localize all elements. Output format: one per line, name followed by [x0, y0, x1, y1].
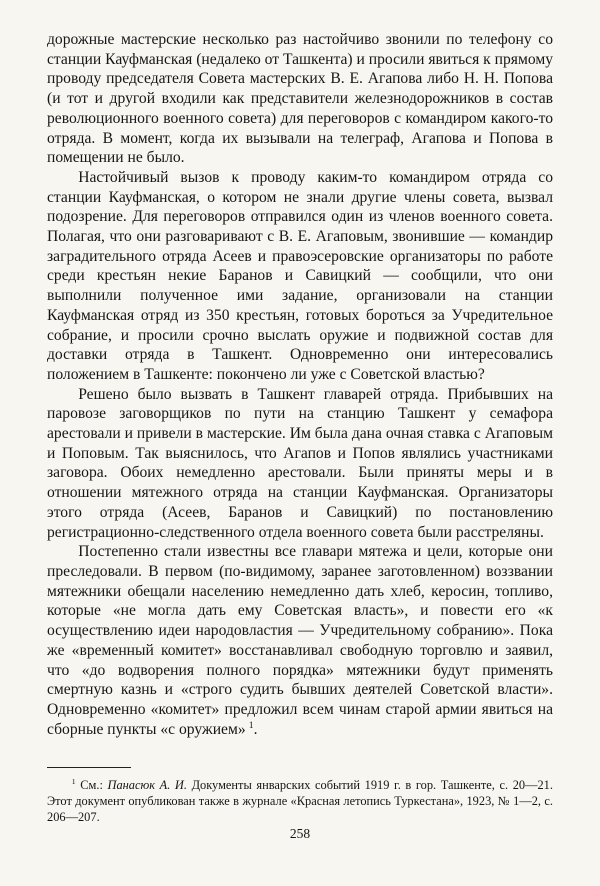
footnote-divider: [47, 767, 131, 768]
paragraph-3-text: Решено было вызвать в Ташкент главарей отряда. Прибывших на паровозе заговорщиков по пути на станцию Ташкент у семафора арестовали и привели в мастерские. Им была дана очная ставка с Агаповым и Поповым. Так выяснилось, что Агапов и Попов являлись участниками заговора. Обоих немедленно арестовали. Были приняты меры и в отношении мятежного отряда на станции Кауфманская. Организаторы этого отряда (Асеев, Баранов и Савицкий) по постановлению регистрационно-следственного отдела военного совета были расстреляны.: [47, 385, 553, 541]
paragraph-2: [47, 168, 553, 385]
paragraph-4-text: Постепенно стали известны все главари мятежа и цели, которые они преследовали. В первом (по-видимому, заранее заготовленном) воззвании мятежники обещали населению немедленно дать хлеб, керосин, топливо, которые «не могла дать ему Советская власть», и повести его «к осуществлению идеи народовластия — Учредительному собранию». Пока же «временный комитет» восстанавливал свободную торговлю и заявил, что «до водворения полного порядка» мятежники будут применять смертную казнь и «строго судить бывших деятелей Советской власти». Одновременно «комитет» предложил всем чинам старой армии явиться на сборные пункты «с оружием»: [47, 543, 553, 738]
footnote-mark: 1: [71, 777, 76, 787]
paragraph-4: Постепенно стали известны все главари мятежа и цели, которые они преследовали. В первом (по-видимому, заранее заготовленном) воззвании мятежники обещали населению немедленно дать хлеб, керосин, топливо, которые «не могла дать ему Советская власть», и повести его «к осуществлению идеи народовластия — Учредительному собранию». Пока же «временный комитет» восстанавливал свободную торговлю и заявил, что «до водворения полного порядка» мятежники будут применять смертную казнь и «строго судить бывших деятелей Советской власти». Одновременно «комитет» предложил всем чинам старой армии явиться на сборные пункты «с оружием» $^1$.: [47, 543, 553, 738]
paragraph-1: [47, 30, 553, 168]
footnote-reference[interactable]: 1: [248, 719, 254, 731]
footnote-author: Панасюк А. И.: [107, 778, 187, 793]
footnote: [47, 778, 553, 825]
paragraph-1-text: дорожные мастерские несколько раз настойчиво звонили по телефону со станции Кауфманская (недалеко от Ташкента) и просили явиться к прямому проводу председателя Совета мастерских В. Е. Агапова либо Н. Н. Попова (и тот и другой входили как представители железнодорожников в состав революционного военного совета) для переговоров с командиром какого-то отряда. В момент, когда их вызывали на телеграф, Агапова и Попова в помещении не было.: [47, 31, 553, 167]
footnote-prefix: См.:: [80, 778, 103, 793]
body-text: [47, 30, 553, 739]
page-number: 258: [289, 826, 311, 841]
paragraph-2-text: Настойчивый вызов к проводу каким-то командиром отряда со станции Кауфманская, о котором не знали другие члены совета, вызвал подозрение. Для переговоров отправился один из членов военного совета. Полагая, что они разговаривают с В. Е. Агаповым, звонившие — командир заградительного отряда Асеев и правоэсеровские организаторы по работе среди крестьян некие Баранов и Савицкий — сообщили, что они выполнили полученное ими задание, организовали на станции Кауфманская отряд из 350 крестьян, готовых бороться за Учредительное собрание, и просили срочно выслать оружие и подвижной состав для доставки отряда в Ташкент. Одновременно они интересовались положением в Ташкенте: покончено ли уже с Советской властью?: [47, 168, 553, 383]
paragraph-3: [47, 385, 553, 543]
footnote-text: Документы январских событий 1919 г. в гор. Ташкенте, с. 20—21. Этот документ опубликован также в журнале «Красная летопись Туркестана», 1923, № 1—2, с. 206—207.: [47, 778, 553, 824]
